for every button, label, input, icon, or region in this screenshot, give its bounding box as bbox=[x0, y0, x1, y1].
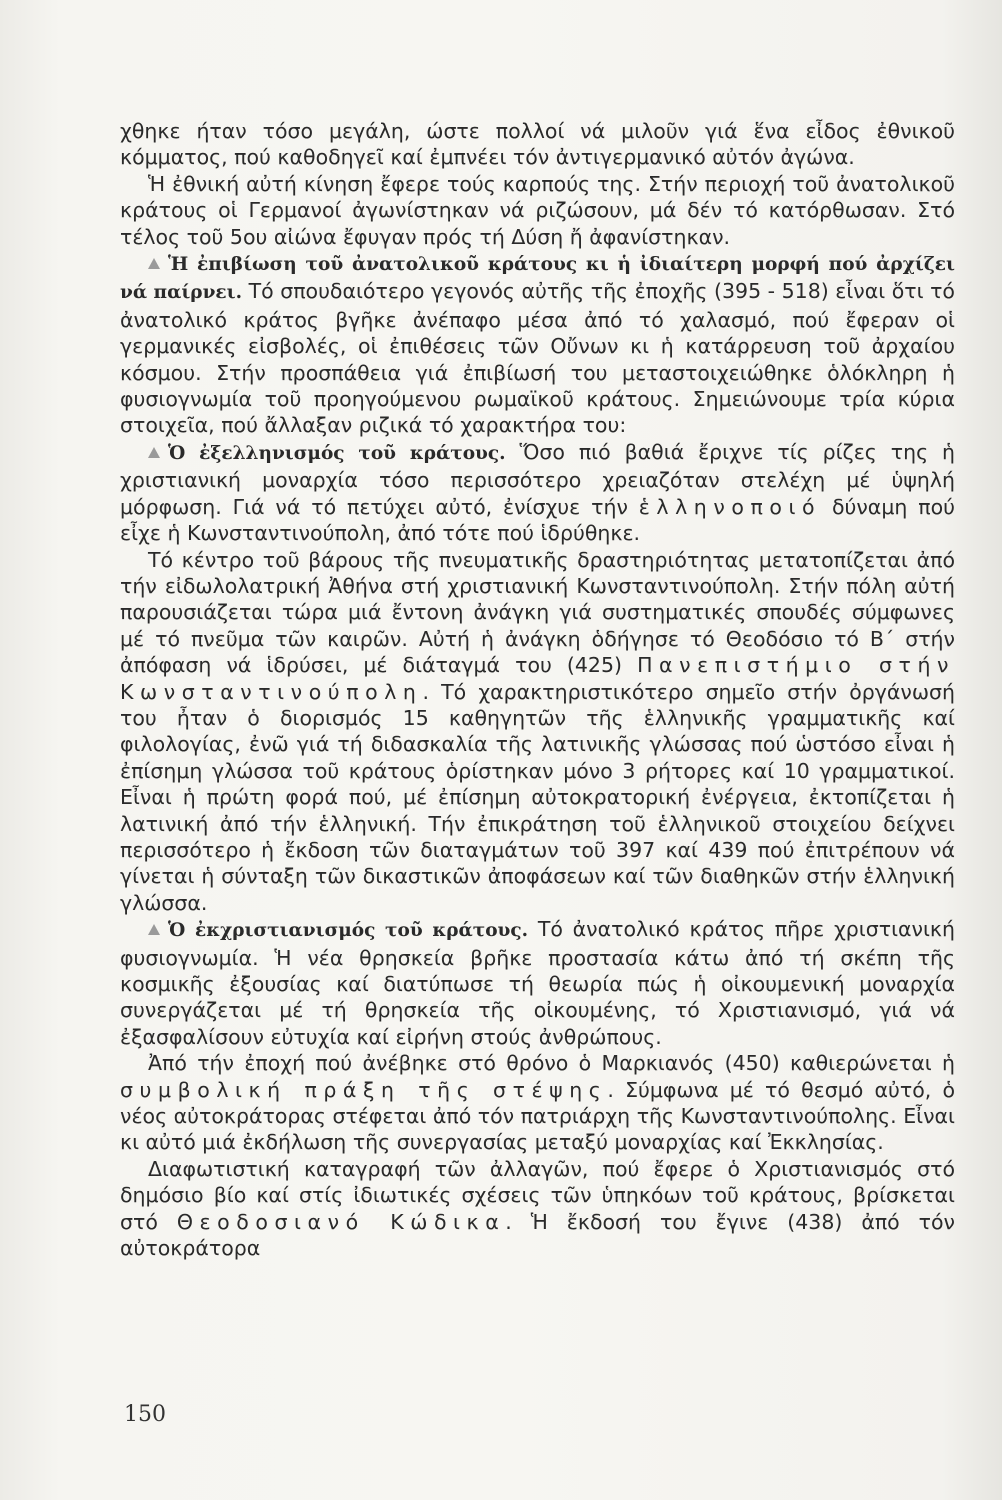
section-survival bbox=[120, 250, 955, 439]
spaced-emphasis: Πανεπιστήμιο στήν Κωνσταντινούπολη bbox=[120, 653, 956, 704]
section-hellenization bbox=[120, 439, 955, 547]
body-text bbox=[120, 118, 955, 1261]
paragraph-continuation bbox=[120, 118, 955, 171]
paragraph-text: Τό σπουδαιότερο γεγονός αὐτῆς τῆς ἐποχῆς (395 - 518) εἶναι ὅτι τό ἀνατολικό κράτος βγῆκε ἀνέπαφο μέσα ἀπό τό χαλασμό, πού ἔφεραν οἱ γερμανικές εἰσβολές, οἱ ἐπιθέσεις τῶν Οὔνων κι ἡ κατάρρευση τοῦ ἀρχαίου κόσμου. Στήν προσπάθεια γιά ἐπιβίωσή του μεταστοιχειώθηκε ὁλόκληρη ἡ φυσιογνωμία τοῦ προηγούμενου ρωμαϊκοῦ κράτους. Σημειώνουμε τρία κύρια στοιχεῖα, πού ἄλλαξαν ριζικά τό χαρακτήρα του: bbox=[120, 279, 955, 438]
paragraph-text: χθηκε ήταν τόσο μεγάλη, ώστε πολλοί νά μιλοῦν γιά ἕνα εἶδος ἐθνικοῦ κόμματος, πού καθοδηγεῖ καί ἐμπνέει τόν ἀντιγερμανικό αὐτόν ἀγώνα. bbox=[120, 119, 955, 170]
paragraph-coronation bbox=[120, 1050, 955, 1156]
paragraph-theodosian-code bbox=[120, 1156, 955, 1262]
section-heading: Ὁ ἐξελληνισμός τοῦ κράτους. bbox=[168, 442, 506, 464]
paragraph-text: Διαφωτιστική καταγραφή τῶν ἀλλαγῶν, πού ἔφερε ὁ Χριστιανισμός στό δημόσιο βίο καί στίς ἰδιωτικές σχέσεις τῶν ὑπηκόων τοῦ κράτους, βρίσκεται στό bbox=[120, 1156, 955, 1234]
paragraph-text: . Τό χαρακτηριστικότερο σημεῖο στήν ὀργάνωσή του ἦταν ὁ διορισμός 15 καθηγητῶν τῆς ἑλληνικῆς γραμματικῆς καί φιλολογίας, ἐνῶ γιά τή διδασκαλία τῆς λατινικῆς γλώσσας πού ὡστόσο εἶναι ἡ ἐπίσημη γλώσσα τοῦ κράτους ὁρίστηκαν μόνο 3 ρήτορες καί 10 γραμματικοί. Εἶναι ἡ πρώτη φορά πού, μέ ἐπίσημη αὐτοκρατορική ἐνέργεια, ἐκτοπίζεται ἡ λατινική ἀπό τήν ἑλληνική. Τήν ἐπικράτηση τοῦ ἑλληνικοῦ στοιχείου δείχνει περισσότερο ἡ ἔκδοση τῶν διαταγμάτων τοῦ 397 καί 439 πού ἐπιτρέπουν νά γίνεται ἡ σύνταξη τῶν δικαστικῶν ἀποφάσεων καί τῶν διαθηκῶν στήν ἑλληνική γλώσσα. bbox=[120, 679, 955, 915]
paragraph-text: . Ἡ ἔκδοσή του ἔγινε (438) ἀπό τόν αὐτοκράτορα bbox=[120, 1209, 955, 1261]
paragraph-text: . Σύμφωνα μέ τό θεσμό αὐτό, ὁ νέος αὐτοκράτορας στέφεται ἀπό τόν πατριάρχη τῆς Κωνσταντινούπολης. Εἶναι κι αὐτό μιά ἐκδήλωση τῆς συνεργασίας μεταξύ μοναρχίας καί Ἐκκλησίας. bbox=[120, 1077, 955, 1155]
spaced-emphasis: Θεοδοσιανό Κώδικα bbox=[176, 1209, 506, 1234]
section-heading: Ἡ ἐπιβίωση τοῦ ἀνατολικοῦ κράτους κι ἡ ἰδιαίτερη μορφή πού ἀρχίζει νά παίρνει. bbox=[120, 254, 955, 304]
page-number: 150 bbox=[124, 1402, 166, 1427]
paragraph-text: Τό κέντρο τοῦ βάρους τῆς πνευματικῆς δραστηριότητας μετατοπίζεται ἀπό τήν εἰδωλολατρική Ἀθήνα στή χριστιανική Κωνσταντινούπολη. Στήν πόλη αὐτή παρουσιάζεται τώρα μιά ἔντονη ἀνάγκη γιά συστηματικές σπουδές σύμφωνες μέ τό πνεῦμα τῶν καιρῶν. Αὐτή ἡ ἀνάγκη ὁδήγησε τό Θεοδόσιο τό Β΄ στήν ἀπόφαση νά ἱδρύσει, μέ διάταγμά του (425) bbox=[120, 547, 955, 678]
triangle-bullet-icon bbox=[148, 258, 160, 269]
paragraph-text: δύναμη πού εἶχε ἡ Κωνσταντινούπολη, ἀπό τότε πού ἱδρύθηκε. bbox=[120, 494, 955, 546]
paragraph-german-failure bbox=[120, 171, 955, 250]
triangle-bullet-icon bbox=[148, 924, 160, 935]
section-heading: Ὁ ἐκχριστιανισμός τοῦ κράτους. bbox=[168, 920, 529, 942]
section-christianization bbox=[120, 916, 955, 1050]
paragraph-text: Ἡ ἐθνική αὐτή κίνηση ἔφερε τούς καρπούς της. Στήν περιοχή τοῦ ἀνατολικοῦ κράτους οἱ Γερμανοί ἀγωνίστηκαν νά ριζώσουν, μά δέν τό κατόρθωσαν. Στό τέλος τοῦ 5ου αἰώνα ἔφυγαν πρός τή Δύση ἤ ἀφανίστηκαν. bbox=[120, 171, 955, 249]
spaced-emphasis: συμβολική πράξη τῆς στέψης bbox=[120, 1077, 608, 1102]
paragraph-university bbox=[120, 547, 955, 917]
paragraph-text: Τό ἀνατολικό κράτος πῆρε χριστιανική φυσιογνωμία. Ἡ νέα θρησκεία βρῆκε προστασία κάτω ἀπό τή σκέπη τῆς κοσμικῆς ἐξουσίας καί διατύπωσε τή θεωρία πώς ἡ οἰκουμενική μοναρχία συνεργάζεται μέ τή θρησκεία τῆς οἰκουμένης, τό Χριστιανισμό, γιά νά ἐξασφαλίσουν εὐτυχία καί εἰρήνη στούς ἀνθρώπους. bbox=[120, 917, 955, 1049]
triangle-bullet-icon bbox=[148, 447, 160, 458]
paragraph-text: Ὅσο πιό βαθιά ἔριχνε τίς ρίζες της ἡ χριστιανική μοναρχία τόσο περισσότερο χρειαζόταν στελέχη μέ ὑψηλή μόρφωση. Γιά νά τό πετύχει αὐτό, ἐνίσχυε τήν bbox=[120, 439, 955, 519]
paragraph-text: Ἀπό τήν ἐποχή πού ἀνέβηκε στό θρόνο ὁ Μαρκιανός (450) καθιερώνεται ἡ bbox=[148, 1051, 955, 1076]
spaced-emphasis: ἑλληνοποιό bbox=[638, 494, 822, 519]
